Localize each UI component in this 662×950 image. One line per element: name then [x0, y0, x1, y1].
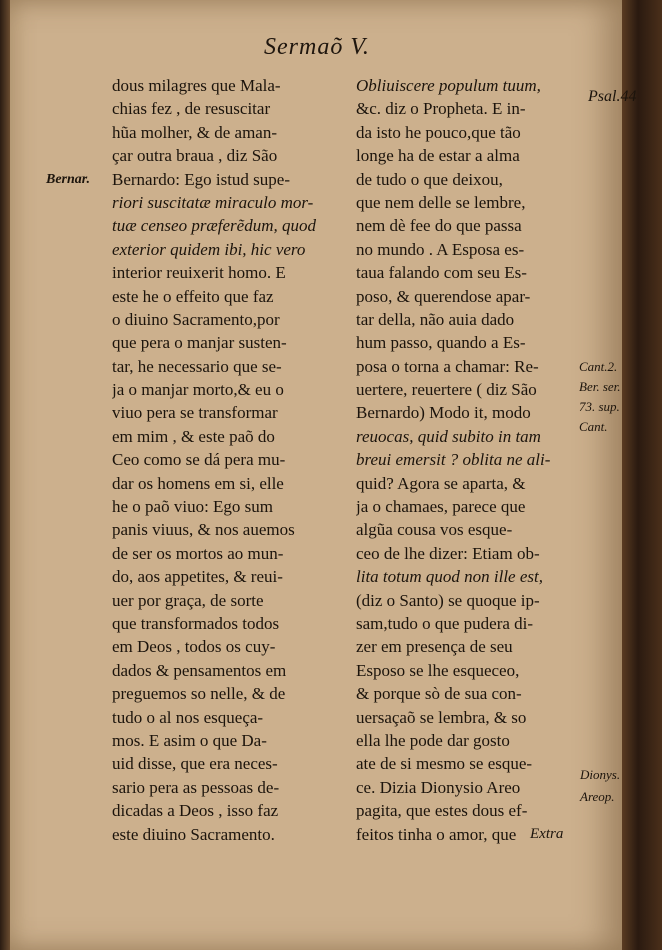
text-line: quid? Agora se aparta, & [356, 473, 526, 493]
text-line: tuæ censeo præferẽdum, quod [112, 216, 316, 236]
text-line: ja o manjar morto,& eu o [112, 380, 284, 400]
catchword: Extra [530, 826, 564, 842]
text-line: riori suscitatæ miraculo mor- [112, 192, 314, 212]
text-line: que pera o manjar susten- [112, 333, 287, 353]
text-line: chias fez , de resuscitar [112, 99, 271, 119]
page-left-edge [0, 0, 10, 950]
text-line: he o paõ viuo: Ego sum [112, 497, 274, 517]
text-line: exterior quidem ibi, hic vero [112, 239, 306, 259]
text-line: nem dè fee do que passa [356, 216, 522, 236]
text-line: algũa cousa vos esque- [356, 520, 513, 540]
text-line: mos. E asim o que Da- [112, 730, 267, 750]
text-line: Esposo se lhe esqueceo, [356, 660, 520, 680]
text-line: feitos tinha o amor, que [356, 824, 517, 844]
text-line: dicadas a Deos , isso faz [112, 801, 279, 821]
margin-note-sup: 73. sup. [579, 399, 620, 414]
text-line: dar os homens em si, elle [112, 473, 284, 493]
margin-note-cant: Cant.2. [579, 359, 618, 374]
margin-note-cant-2: Cant. [579, 419, 608, 434]
text-line: dous milagres que Mala- [112, 76, 281, 95]
left-text-column [112, 74, 338, 846]
text-line: taua falando com seu Es- [356, 263, 527, 283]
right-text-column [356, 74, 576, 846]
text-line: Bernardo) Modo it, modo [356, 403, 531, 423]
text-line: que transformados todos [112, 613, 280, 633]
margin-note-bernar: Bernar. [46, 172, 90, 187]
text-line: reuocas, quid subito in tam [356, 426, 541, 446]
text-line: tar della, não auia dado [356, 309, 515, 329]
margin-note-bern-ser: Ber. ser. [579, 379, 621, 394]
margin-note-areop: Areop. [580, 789, 615, 804]
text-line: pagita, que estes dous ef- [356, 801, 528, 821]
text-line: ce. Dizia Dionysio Areo [356, 777, 521, 797]
text-line: tudo o al nos esqueça- [112, 707, 264, 727]
text-line: &c. diz o Propheta. E in- [356, 99, 526, 119]
text-line: tar, he necessario que se- [112, 356, 282, 376]
text-line: poso, & querendose apar- [356, 286, 531, 306]
text-line: uersaçaõ se lembra, & so [356, 707, 527, 727]
text-line: no mundo . A Esposa es- [356, 239, 525, 259]
text-line: viuo pera se transformar [112, 403, 278, 423]
text-line: uid disse, que era neces- [112, 754, 278, 774]
text-line: uer por graça, de sorte [112, 590, 264, 610]
text-line: posa o torna a chamar: Re- [356, 356, 539, 376]
text-line: Ceo como se dá pera mu- [112, 450, 286, 470]
text-line: que nem delle se lembre, [356, 192, 526, 212]
book-spine [622, 0, 662, 950]
text-line: panis viuus, & nos auemos [112, 520, 295, 540]
text-line: & porque sò de sua con- [356, 684, 522, 704]
text-line: ate de si mesmo se esque- [356, 754, 533, 774]
margin-note-dionys: Dionys. [580, 767, 621, 782]
text-line: uertere, reuertere ( diz São [356, 380, 537, 400]
text-line: de tudo o que deixou, [356, 169, 503, 189]
text-line: do, aos appetites, & reui- [112, 567, 283, 587]
text-line: este diuino Sacramento. [112, 824, 275, 844]
text-line: longe ha de estar a alma [356, 146, 520, 166]
text-line: o diuino Sacramento,por [112, 309, 280, 329]
text-line: em Deos , todos os cuy- [112, 637, 276, 657]
text-line: sario pera as pessoas de- [112, 777, 280, 797]
text-line: çar outra braua , diz São [112, 146, 278, 166]
text-line: hũa molher, & de aman- [112, 122, 278, 142]
text-line: preguemos so nelle, & de [112, 684, 286, 704]
text-line: ja o chamaes, parece que [356, 497, 526, 517]
text-line: este he o effeito que faz [112, 286, 274, 306]
text-line: da isto he pouco,que tão [356, 122, 521, 142]
text-line: zer em presença de seu [356, 637, 513, 657]
text-line: interior reuixerit homo. E [112, 263, 286, 283]
text-line: ella lhe pode dar gosto [356, 730, 510, 750]
text-line: lita totum quod non ille est, [356, 567, 543, 587]
text-line: sam,tudo o que pudera di- [356, 613, 534, 633]
text-line: em mim , & este paõ do [112, 426, 275, 446]
text-line: ceo de lhe dizer: Etiam ob- [356, 543, 540, 563]
text-line: de ser os mortos ao mun- [112, 543, 284, 563]
running-head: Sermaõ V. [264, 34, 370, 60]
text-line: (diz o Santo) se quoque ip- [356, 590, 540, 610]
text-line: hum passo, quando a Es- [356, 333, 526, 353]
text-line: Bernardo: Ego istud supe- [112, 169, 290, 189]
text-line: Obliuiscere populum tuum, [356, 76, 541, 95]
text-line: breui emersit ? oblita ne ali- [356, 450, 551, 470]
text-line: dados & pensamentos em [112, 660, 287, 680]
margin-note-psal: Psal.44 [588, 88, 637, 105]
